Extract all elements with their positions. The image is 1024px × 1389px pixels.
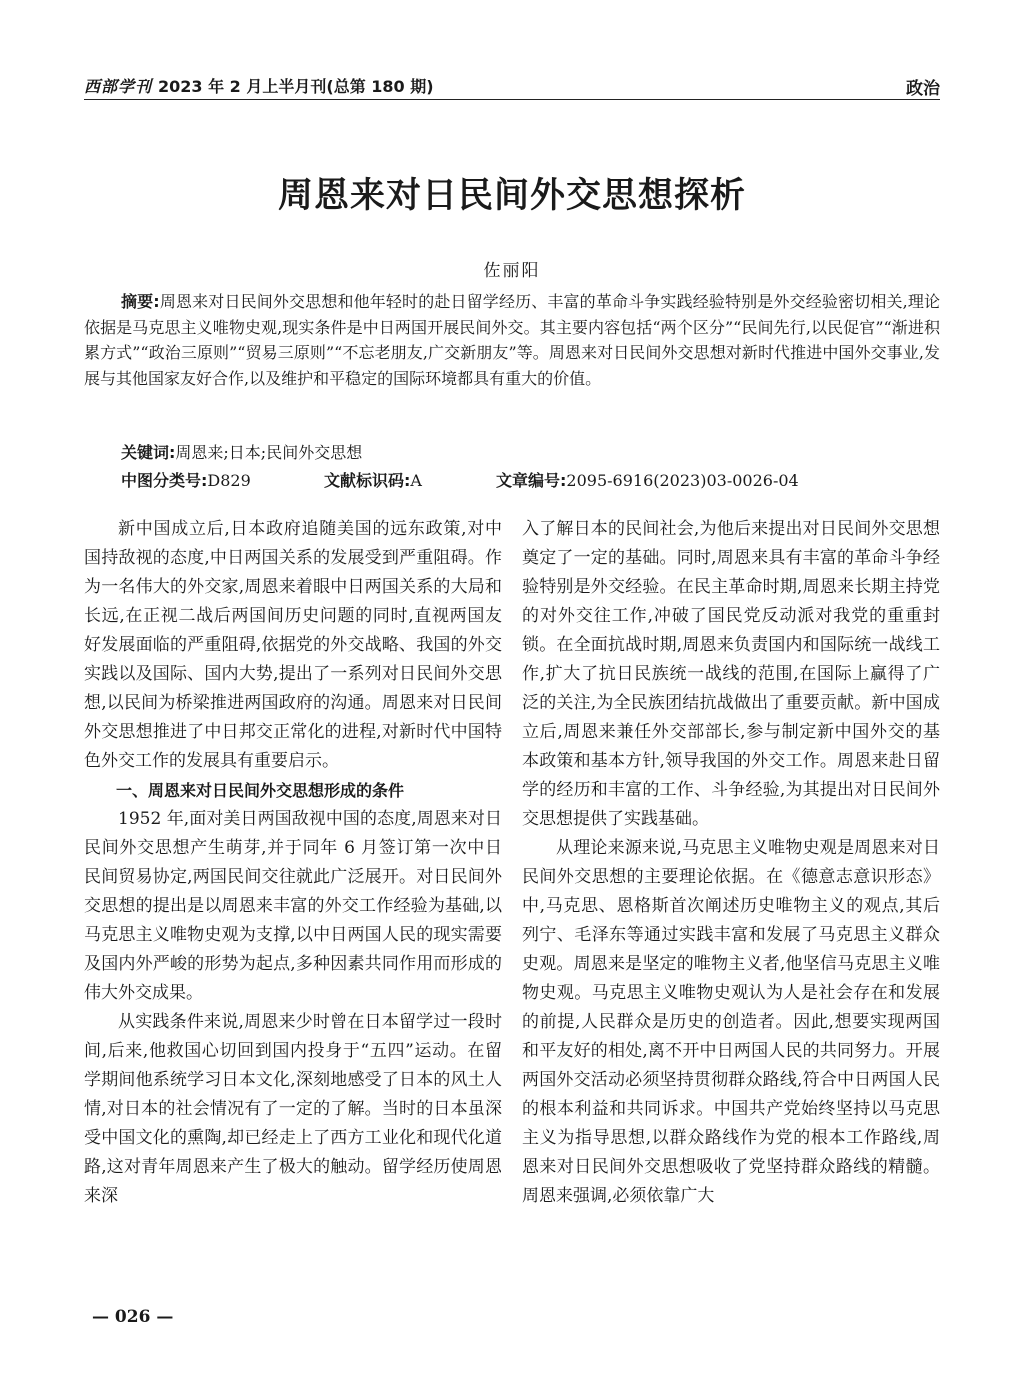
article-title: 周恩来对日民间外交思想探析: [277, 176, 746, 216]
keywords-text: 周恩来;日本;民间外交思想: [175, 443, 363, 462]
article-no-label: 文章编号:: [496, 471, 567, 490]
article-number: [496, 468, 799, 491]
paragraph: 新中国成立后,日本政府追随美国的远东政策,对中国持敌视的态度,中日两国关系的发展受到严重阻碍。作为一名伟大的外交家,周恩来着眼中日两国关系的大局和长远,在正视二战后两国间历史问题的同时,直视两国友好发展面临的严重阻碍,依据党的外交战略、我国的外交实践以及国际、国内大势,提出了一系列对日民间外交思想,以民间为桥梁推进两国政府的沟通。周恩来对日民间外交思想推进了中日邦交正常化的进程,对新时代中国特色外交工作的发展具有重要启示。: [84, 519, 502, 771]
paragraph: 从理论来源来说,马克思主义唯物史观是周恩来对日民间外交思想的主要理论依据。在《德意志意识形态》中,马克思、恩格斯首次阐述历史唯物主义的观点,其后列宁、毛泽东等通过实践丰富和发展了马克思主义群众史观。周恩来是坚定的唯物主义者,他坚信马克思主义唯物史观。马克思主义唯物史观认为人是社会存在和发展的前提,人民群众是历史的创造者。因此,想要实现两国和平友好的相处,离不开中日两国人民的共同努力。开展两国外交活动必须坚持贯彻群众路线,符合中日两国人民的根本利益和共同诉求。中国共产党始终坚持以马克思主义为指导思想,以群众路线作为党的根本工作路线,周恩来对日民间外交思想吸收了党坚持群众路线的精髓。周恩来强调,必须依靠广大: [522, 838, 940, 1206]
running-header: [84, 72, 940, 99]
document-code: [324, 468, 422, 491]
paragraph: 1952 年,面对美日两国敌视中国的态度,周恩来对日民间外交思想产生萌芽,并于同年 6 月签订第一次中日民间贸易协定,两国民间交往就此广泛展开。对日民间外交思想的提出是以周恩来丰富的外交工作经验为基础,以马克思主义唯物史观为支撑,以中日两国人民的现实需要及国内外严峻的形势为起点,多种因素共同作用而形成的伟大外交成果。: [84, 809, 502, 1003]
body-column-left: [84, 515, 502, 1211]
doc-code-label: 文献标识码:: [324, 471, 411, 490]
clc-number: [121, 468, 251, 491]
article-author: 佐丽阳: [483, 261, 541, 281]
paragraph: 入了解日本的民间社会,为他后来提出对日民间外交思想奠定了一定的基础。同时,周恩来具有丰富的革命斗争经验特别是外交经验。在民主革命时期,周恩来长期主持党的对外交往工作,冲破了国民党反动派对我党的重重封锁。在全面抗战时期,周恩来负责国内和国际统一战线工作,扩大了抗日民族统一战线的范围,在国际上赢得了广泛的关注,为全民族团结抗战做出了重要贡献。新中国成立后,周恩来兼任外交部部长,参与制定新中国外交的基本政策和基本方针,领导我国的外交工作。周恩来赴日留学的经历和丰富的工作、斗争经验,为其提出对日民间外交思想提供了实践基础。: [522, 519, 940, 829]
keywords-label: 关键词:: [121, 443, 176, 462]
doc-code-value: A: [410, 471, 422, 490]
article-no-value: 2095-6916(2023)03-0026-04: [566, 471, 799, 490]
issue-info: 2023 年 2 月上半月刊(总第 180 期): [158, 77, 434, 96]
header-divider: [84, 99, 940, 100]
abstract-text: 周恩来对日民间外交思想和他年轻时的赴日留学经历、丰富的革命斗争实践经验特别是外交经验密切相关,理论依据是马克思主义唯物史观,现实条件是中日两国开展民间外交。其主要内容包括“两个区分”“民间先行,以民促官”“渐进积累方式”“政治三原则”“贸易三原则”“不忘老朋友,广交新朋友”等。周恩来对日民间外交思想对新时代推进中国外交事业,发展与其他国家友好合作,以及维护和平稳定的国际环境都具有重大的价值。: [84, 292, 940, 388]
journal-logo: 西部学刊: [84, 77, 153, 96]
page-number: — 026 —: [92, 1307, 174, 1327]
keywords: [121, 440, 362, 463]
paragraph: 从实践条件来说,周恩来少时曾在日本留学过一段时间,后来,他救国心切回到国内投身于“五四”运动。在留学期间他系统学习日本文化,深刻地感受了日本的风土人情,对日本的社会情况有了一定的了解。当时的日本虽深受中国文化的熏陶,却已经走上了西方工业化和现代化道路,这对青年周恩来产生了极大的触动。留学经历使周恩来深: [84, 1012, 502, 1206]
section-label: 政治: [906, 79, 940, 99]
abstract-label: 摘要:: [121, 292, 160, 311]
clc-value: D829: [207, 471, 251, 490]
body-column-right: [522, 515, 940, 1211]
section-heading: 一、周恩来对日民间外交思想形成的条件: [116, 781, 405, 800]
clc-label: 中图分类号:: [121, 471, 208, 490]
abstract: [84, 289, 940, 391]
